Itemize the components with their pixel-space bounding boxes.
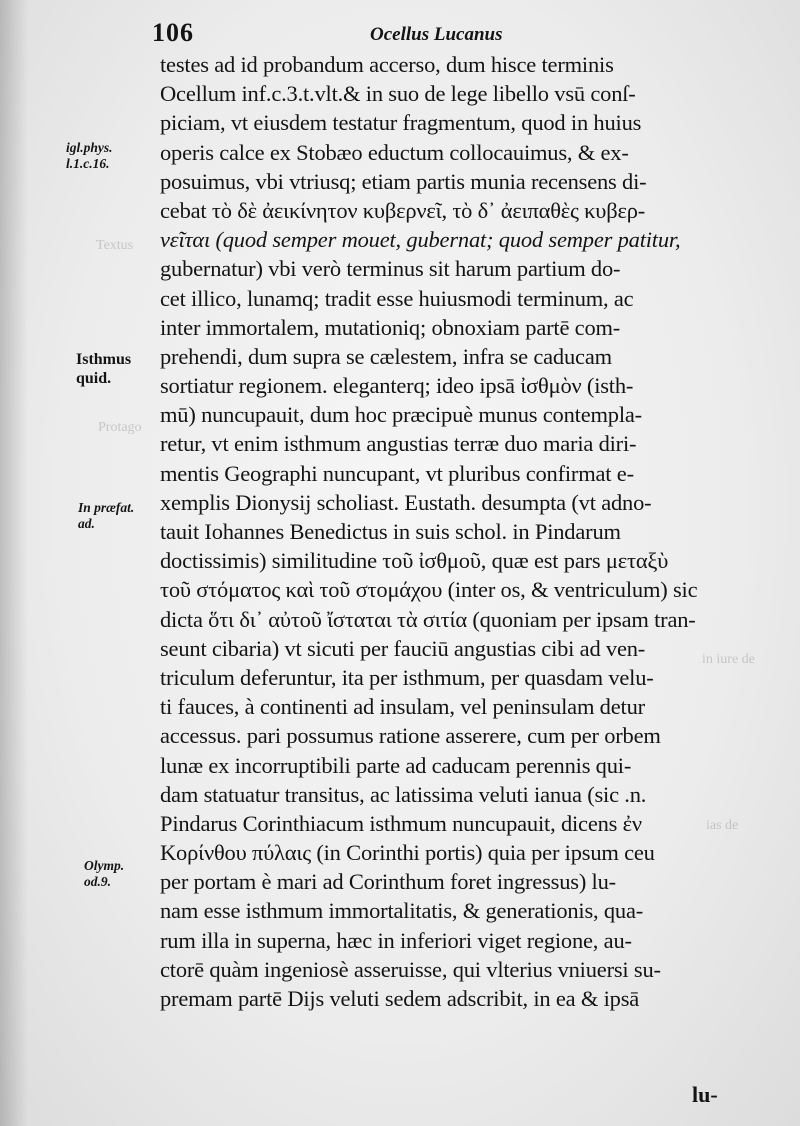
text-line: mentis Geographi nuncupant, vt pluribus confirmat e- (160, 460, 634, 486)
text-line: tauit Iohannes Benedictus in suis schol. in Pindarum (160, 519, 621, 544)
page-number: 106 (152, 18, 194, 47)
text-line: Pindarus Corinthiacum isthmum nuncupauit, dicens ἐν (160, 810, 642, 836)
show-through-text: Textus (96, 238, 134, 253)
page-gutter-shadow (0, 0, 28, 1126)
body-text (160, 50, 760, 1013)
text-line: nam esse isthmum immortalitatis, & generationis, qua- (160, 898, 644, 924)
text-line: Κορίνθου πύλαις (in Corinthi portis) quia per ipsum ceu (160, 840, 655, 866)
margin-note-line: Olymp. (84, 858, 125, 873)
margin-note-praefat (78, 500, 134, 532)
text-line: ti fauces, à continenti ad insulam, vel peninsulam detur (160, 694, 645, 720)
text-line: Ocellum inf.c.3.t.vlt.& in suo de lege libello vsū conſ- (160, 81, 636, 107)
text-line: premam partē Dijs veluti sedem adscribit, in ea & ipsā (160, 986, 640, 1011)
text-line: dicta ὅτι δι᾽ αὐτοῦ ἴσταται τὰ σιτία (quoniam per ipsam tran- (160, 606, 696, 632)
text-line: operis calce ex Stobæo eductum collocauimus, & ex- (160, 139, 629, 165)
text-line: accessus. pari possumus ratione asserere, cum per orbem (160, 723, 661, 749)
margin-note-isthmus (76, 350, 131, 388)
text-line: prehendi, dum supra se cælestem, infra se caducam (160, 343, 612, 369)
margin-note-line: od.9. (84, 874, 111, 889)
catchword: lu- (692, 1082, 718, 1107)
text-line: xemplis Dionysij scholiast. Eustath. desumpta (vt adno- (160, 489, 652, 515)
show-through-text: in iure de (702, 652, 755, 667)
show-through-text: ias de (706, 818, 739, 833)
text-line: rum illa in superna, hæc in inferiori viget regione, au- (160, 927, 632, 953)
text-line: posuimus, vbi vtriusq; etiam partis munia recensens di- (160, 168, 647, 194)
text-line: ctorē quàm ingeniosè asseruisse, qui vlterius vniuersi su- (160, 956, 661, 982)
margin-note-line: igl.phys. (66, 140, 113, 155)
text-line: gubernatur) vbi verò terminus sit harum partium do- (160, 256, 621, 282)
text-line: piciam, vt eiusdem testatur fragmentum, quod in huius (160, 110, 642, 136)
text-line: cet illico, lunamq; tradit esse huiusmodi terminum, ac (160, 285, 634, 311)
text-line: sortiatur regionem. eleganterq; ideo ipsā ἰσθμὸν (isth- (160, 373, 634, 399)
text-line: cebat τὸ δὲ ἀεικίνητον κυβερνεῖ, τὸ δ᾽ ἀειπαθὲς κυβερ- (160, 197, 646, 223)
margin-note-line: l.1.c.16. (66, 156, 110, 171)
text-line: νεῖται (quod semper mouet, gubernat; quod semper patitur, (160, 227, 681, 253)
text-line: triculum deferuntur, ita per isthmum, per quasdam velu- (160, 664, 654, 690)
text-line: per portam è mari ad Corinthum foret ingressus) lu- (160, 869, 616, 895)
text-line: mū) nuncupauit, dum hoc præcipuè munus contempla- (160, 402, 642, 428)
text-line: inter immortalem, mutationiq; obnoxiam partē com- (160, 314, 621, 340)
text-line: doctissimis) similitudine τοῦ ἰσθμοῦ, quæ est pars μεταξὺ (160, 548, 669, 574)
text-line: seunt cibaria) vt sicuti per fauciū angustias cibi ad ven- (160, 635, 646, 661)
margin-note-olymp (84, 858, 124, 890)
margin-note-line: ad. (78, 516, 95, 531)
margin-note-citation (66, 140, 113, 172)
running-head: Ocellus Lucanus (370, 24, 503, 45)
margin-note-line: quid. (76, 370, 112, 387)
text-line: retur, vt enim isthmum angustias terræ duo maria diri- (160, 431, 637, 457)
margin-note-line: In præfat. (78, 500, 135, 515)
text-line: lunæ ex incorruptibili parte ad caducam perennis qui- (160, 752, 632, 778)
text-line: testes ad id probandum accerso, dum hisce terminis (160, 52, 614, 77)
text-line: dam statuatur transitus, ac latissima veluti ianua (sic .n. (160, 781, 647, 807)
text-line: τοῦ στόματος καὶ τοῦ στομάχου (inter os, & ventriculum) sic (160, 577, 698, 603)
margin-note-line: Isthmus (76, 351, 132, 368)
show-through-text: Protago (98, 420, 142, 435)
